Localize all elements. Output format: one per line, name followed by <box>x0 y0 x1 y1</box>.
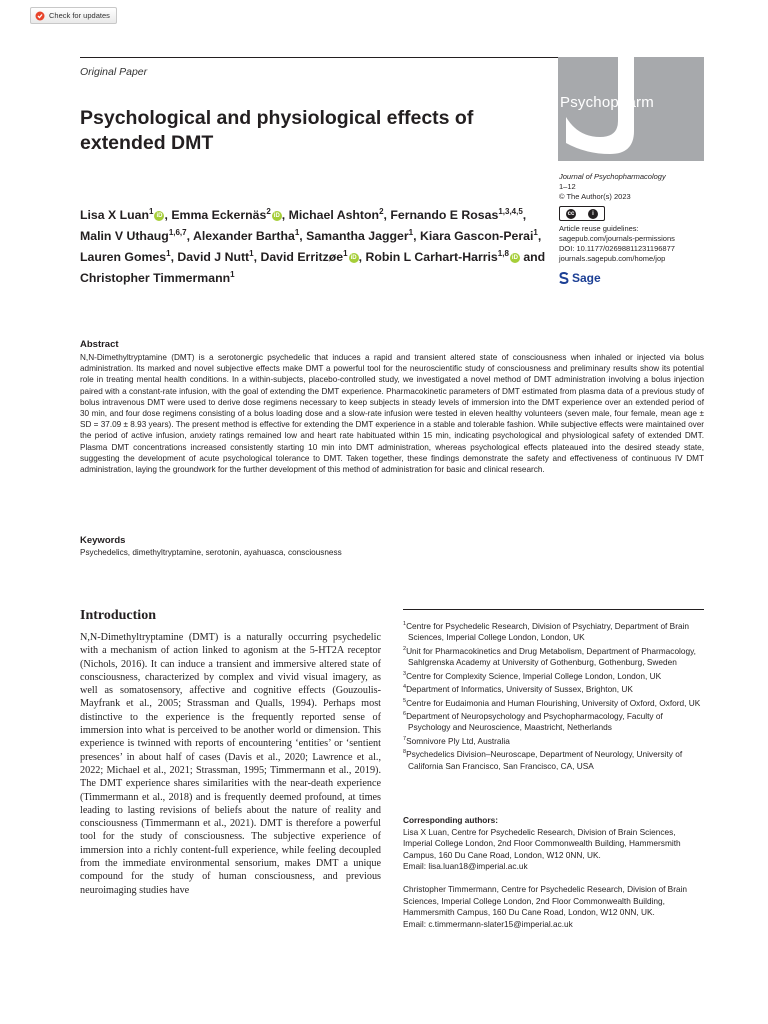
doi[interactable]: DOI: 10.1177/02698811231196877 <box>559 244 675 253</box>
author-affiliation-marker: 1,6,7 <box>168 228 187 238</box>
author-affiliation-marker: 1 <box>249 249 254 259</box>
corresponding-authors <box>403 815 704 930</box>
author-separator: , <box>170 250 178 265</box>
author-name: David J Nutt <box>177 250 250 265</box>
affiliations-rule <box>403 609 704 610</box>
affiliation-text: Somnivore Ply Ltd, Australia <box>406 735 510 746</box>
abstract-heading: Abstract <box>80 339 119 350</box>
author-separator: , <box>299 229 307 244</box>
affiliation-item <box>403 669 704 682</box>
sage-label: Sage <box>572 271 601 285</box>
affiliation-text: Department of Informatics, University of Sussex, Brighton, UK <box>406 684 633 695</box>
reuse-label: Article reuse guidelines: <box>559 224 639 233</box>
author-affiliation-marker: 1 <box>408 228 414 238</box>
sage-s-icon <box>559 272 569 284</box>
affiliation-item <box>403 709 704 734</box>
affiliation-marker: 6 <box>403 710 407 717</box>
corresponding-author-1: Lisa X Luan, Centre for Psychedelic Research, Division of Brain Sciences, Imperial College London, 2nd Floor Commonwealth Building, Hammersmith Campus, 160 Du Cane Road, London, W12 0NN, UK. <box>403 826 681 860</box>
journal-logo <box>558 57 704 161</box>
affiliation-item <box>403 682 704 695</box>
affiliation-item <box>403 696 704 709</box>
author-name: and Christopher Timmermann <box>80 250 546 286</box>
author-affiliation-marker: 1,8 <box>497 249 509 259</box>
orcid-icon[interactable]: iD <box>350 255 357 262</box>
author-affiliation-marker: 2 <box>379 207 384 216</box>
author-separator: , <box>413 229 420 244</box>
author-list <box>80 203 550 287</box>
affiliation-text: Unit for Pharmacokinetics and Drug Metabolism, Department of Pharmacology, Sahlgrenska Academy at University of Gothenburg, Gothenburg, Sweden <box>406 645 696 668</box>
author-name: Malin V Uthaug <box>80 229 169 244</box>
author-name: Robin L Carhart-Harris <box>365 250 498 265</box>
orcid-icon[interactable]: iD <box>156 212 163 219</box>
affiliation-marker: 5 <box>403 697 407 704</box>
introduction-text: N,N-Dimethyltryptamine (DMT) is a naturally occurring psychedelic with a mechanism of action linked to agonism at the 5-HT2A receptor (Nichols, 2016). It can induce a transient and immersive altered state of consciousness, characterized by complex and vivid visual imagery, as well as somatosensory, affective and cognitive effects (Gouzoulis-Mayfrank et al., 2005; Strassman and Qualls, 1994). Perhaps most distinctive to the experience is the frequently reported sense of immersion into what is perceived to be another world or dimension. This experience is twinned with reports of encountering ‘entities’ or ‘sentient presences’ in about half of cases (Davis et al., 2020; Lawrence et al., 2022; Michael et al., 2021; Strassman, 1995; Timmermann et al., 2019). The DMT experience shares similarities with the near-death experience (Timmermann et al., 2018) and is frequently deemed profound, at times leading to lasting revisions of beliefs about the nature of reality and consciousness (Timmermann et al., 2021). DMT is therefore a powerful tool for the study of consciousness. The subjective experience of immersion into a richly content-full experience, while feeling decoupled from the immediate environmental sensorium, makes DMT a unique compound for the study of human consciousness, and previous neuroimaging studies have <box>80 632 381 896</box>
corresponding-heading: Corresponding authors: <box>403 815 498 825</box>
introduction-heading: Introduction <box>80 608 156 623</box>
affiliation-marker: 4 <box>403 684 407 691</box>
affiliations-list <box>403 619 704 772</box>
affiliation-text: Department of Neuropsychology and Psychopharmacology, Faculty of Psychology and Neuroscience, Maastricht, Netherlands <box>406 710 663 733</box>
check-for-updates-label: Check for updates <box>49 11 110 20</box>
permissions-link[interactable]: sagepub.com/journals-permissions <box>559 234 675 243</box>
author-name: Emma Eckernäs <box>171 208 267 223</box>
author-name: Alexander Bartha <box>193 229 295 244</box>
affiliation-marker: 8 <box>403 749 407 756</box>
author-affiliation-marker: 1 <box>230 270 235 280</box>
affiliation-item <box>403 747 704 772</box>
abstract-text: N,N-Dimethyltryptamine (DMT) is a serotonergic psychedelic that induces a rapid and transient altered state of consciousness when inhaled or injected via bolus administration. Its marked and novel subjective effects make DMT a powerful tool for the neuroscientific study of consciousness and preliminary results show its potential role in treating mental health conditions. In a within-subjects, placebo-controlled study, we investigated a novel method of DMT administration involving a bolus injection paired with a constant-rate infusion, with the goal of extending the DMT experience. Pharmacokinetic parameters of DMT estimated from plasma data of a previous study of bolus intravenous DMT were used to derive dose regimens necessary to keep subjects in steady levels of immersion into the DMT experience over an extended period of 30 min, and four dose regimens consisting of a bolus loading dose and a slow-rate infusion were tested in eleven healthy volunteers (seven male, four female, mean age ± SD = 37.09 ± 8.93 years). The present method is effective for extending the DMT experience in a stable and tolerable fashion. While subjective effects were maintained over the period of active infusion, anxiety ratings remained low and heart rate habituated within 15 min, indicating psychological and physiological safety of extended DMT. Plasma DMT concentrations increased consistently starting 10 min into DMT administration, whereas psychological effects plateaued into the desired steady state, suggesting the development of acute psychological tolerance to DMT. Taken together, these findings demonstrate the safety and effectiveness of continuous IV DMT administration, laying the groundwork for the further development of this method of administration for basic and clinical research. <box>80 353 704 475</box>
affiliation-marker: 1 <box>403 621 407 627</box>
affiliation-item <box>403 619 704 644</box>
author-name: Fernando E Rosas <box>390 208 499 223</box>
author-separator: , <box>281 208 289 223</box>
copyright: © The Author(s) 2023 <box>559 192 631 201</box>
author-name: Kiara Gascon-Perai <box>419 229 534 244</box>
corresponding-email-2[interactable]: Email: c.timmermann-slater15@imperial.ac.uk <box>403 918 573 929</box>
article-type: Original Paper <box>80 66 148 78</box>
affiliation-text: Psychedelics Division–Neuroscape, Department of Neurology, University of California San Francisco, San Francisco, CA, USA <box>406 749 683 771</box>
author-name: Michael Ashton <box>288 208 380 223</box>
author-name: David Erritzøe <box>260 250 344 265</box>
page-range: 1–12 <box>559 182 576 191</box>
author-affiliation-marker: 1 <box>533 228 538 238</box>
author-separator: , <box>164 208 172 223</box>
affiliation-marker: 3 <box>403 670 407 677</box>
check-for-updates-button[interactable] <box>30 7 117 24</box>
keywords-heading: Keywords <box>80 535 126 546</box>
affiliation-item <box>403 734 704 747</box>
author-separator: , <box>522 208 527 223</box>
affiliation-item <box>403 644 704 669</box>
author-name: Lisa X Luan <box>80 208 150 223</box>
sage-logo <box>559 271 601 285</box>
journal-logo-text: Psychopharm <box>560 94 654 111</box>
affiliation-text: Centre for Psychedelic Research, Division of Psychiatry, Department of Brain Sciences, Imperial College London, London, UK <box>406 620 690 643</box>
orcid-icon[interactable]: iD <box>511 255 518 262</box>
corresponding-author-2: Christopher Timmermann, Centre for Psychedelic Research, Division of Brain Sciences, Imperial College London, 2nd Floor Commonwealth Building, Hammersmith Campus, 160 Du Cane Road, London, W12 0NN, UK. <box>403 883 688 918</box>
orcid-icon[interactable]: iD <box>273 212 280 219</box>
author-name: Lauren Gomes <box>80 250 167 265</box>
author-separator: , <box>186 229 193 244</box>
author-separator: , <box>358 250 366 265</box>
author-separator: , <box>253 250 261 265</box>
corresponding-email-1[interactable]: Email: lisa.luan18@imperial.ac.uk <box>403 861 528 872</box>
affiliation-marker: 7 <box>403 735 407 742</box>
author-separator: , <box>383 208 391 223</box>
author-name: Samantha Jagger <box>306 229 409 244</box>
cc-license-icon: cc i <box>559 206 605 221</box>
author-affiliation-marker: 1 <box>343 249 348 259</box>
keywords-text: Psychedelics, dimethyltryptamine, serotonin, ayahuasca, consciousness <box>80 548 342 557</box>
update-badge-icon <box>35 11 45 21</box>
journal-link[interactable]: journals.sagepub.com/home/jop <box>559 254 666 263</box>
affiliation-marker: 2 <box>403 645 407 652</box>
author-affiliation-marker: 1,3,4,5 <box>498 207 523 216</box>
author-affiliation-marker: 1 <box>294 228 300 238</box>
affiliation-text: Centre for Complexity Science, Imperial College London, London, UK <box>406 670 662 681</box>
author-affiliation-marker: 1 <box>166 249 171 259</box>
affiliation-text: Centre for Eudaimonia and Human Flourishing, University of Oxford, Oxford, UK <box>406 697 701 708</box>
journal-name: Journal of Psychopharmacology <box>559 172 666 181</box>
author-affiliation-marker: 2 <box>266 207 271 216</box>
author-separator: , <box>537 229 542 244</box>
author-affiliation-marker: 1 <box>149 207 154 216</box>
paper-title: Psychological and physiological effects of extended DMT <box>80 107 474 154</box>
